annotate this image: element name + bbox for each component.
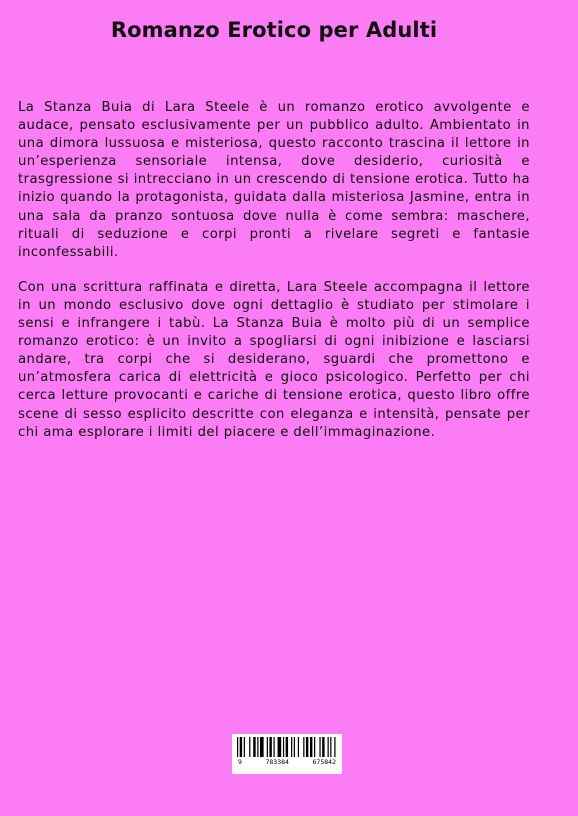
barcode-bar <box>306 737 308 757</box>
blurb <box>18 99 530 459</box>
barcode-bar <box>253 737 255 757</box>
barcode-bar <box>314 737 315 757</box>
barcode-digit-first: 9 <box>238 758 242 766</box>
barcode-bar <box>334 737 335 757</box>
barcode-bar <box>278 737 282 757</box>
back-cover-title: Romanzo Erotico per Adulti <box>110 18 438 42</box>
barcode-bar <box>294 737 295 757</box>
barcode-bar <box>237 737 238 757</box>
barcode-bar <box>286 737 288 757</box>
barcode-bar <box>269 737 271 757</box>
barcode-bar <box>328 737 329 757</box>
barcode-bars <box>237 737 337 757</box>
barcode-bar <box>273 737 274 757</box>
barcode-bar <box>240 737 242 757</box>
barcode-bar <box>322 737 324 757</box>
barcode-digits-left: 783384 <box>265 758 289 766</box>
barcode-bar <box>291 737 292 757</box>
barcode-digits <box>238 758 336 766</box>
barcode-bar <box>260 737 264 757</box>
blurb-paragraph-1: La Stanza Buia di Lara Steele è un romanzo erotico avvolgente e audace, pensato esclusivamente per un pubblico adulto. Ambientato in una dimora lussuosa e misteriosa, questo racconto trascina il lettore in un’esperienza sensoriale intensa, dove desiderio, curiosità e trasgressione si intrecciano in un crescendo di tensione erotica. Tutto ha inizio quando la protagonista, guidata dalla misteriosa Jasmine, entra in una sala da pranzo sontuosa dove nulla è come sembra: maschere, rituali di seduzione e corpi pronti a rivelare segreti e fantasie inconfessabili. <box>18 100 530 260</box>
barcode-bar <box>283 737 284 757</box>
barcode-bar <box>330 737 331 757</box>
barcode-bar <box>310 737 312 757</box>
barcode-bar <box>249 737 250 757</box>
isbn-barcode <box>232 734 342 774</box>
barcode-bar <box>267 737 268 757</box>
blurb-paragraph-2: Con una scrittura raffinata e diretta, Lara Steele accompagna il lettore in un mondo esclusivo dove ogni dettaglio è studiato per stimolare i sensi e infrangere i tabù. La Stanza Buia è molto più di un semplice romanzo erotico: è un invito a spogliarsi di ogni inibizione e lasciarsi andare, tra corpi che si desiderano, sguardi che promettono e un’atmosfera carica di elettricità e gioco psicologico. Perfetto per chi cerca letture provocanti e cariche di tensione erotica, questo libro offre scene di sesso esplicito descritte con eleganza e intensità, pensate per chi ama esplorare i limiti del piacere e dell’immaginazione. <box>18 279 530 440</box>
barcode-bar <box>303 737 304 757</box>
barcode-bar <box>257 737 258 757</box>
barcode-bar <box>319 737 320 757</box>
barcode-digits-right: 675842 <box>312 758 336 766</box>
barcode-bar <box>244 737 245 757</box>
barcode-bar <box>298 737 299 757</box>
